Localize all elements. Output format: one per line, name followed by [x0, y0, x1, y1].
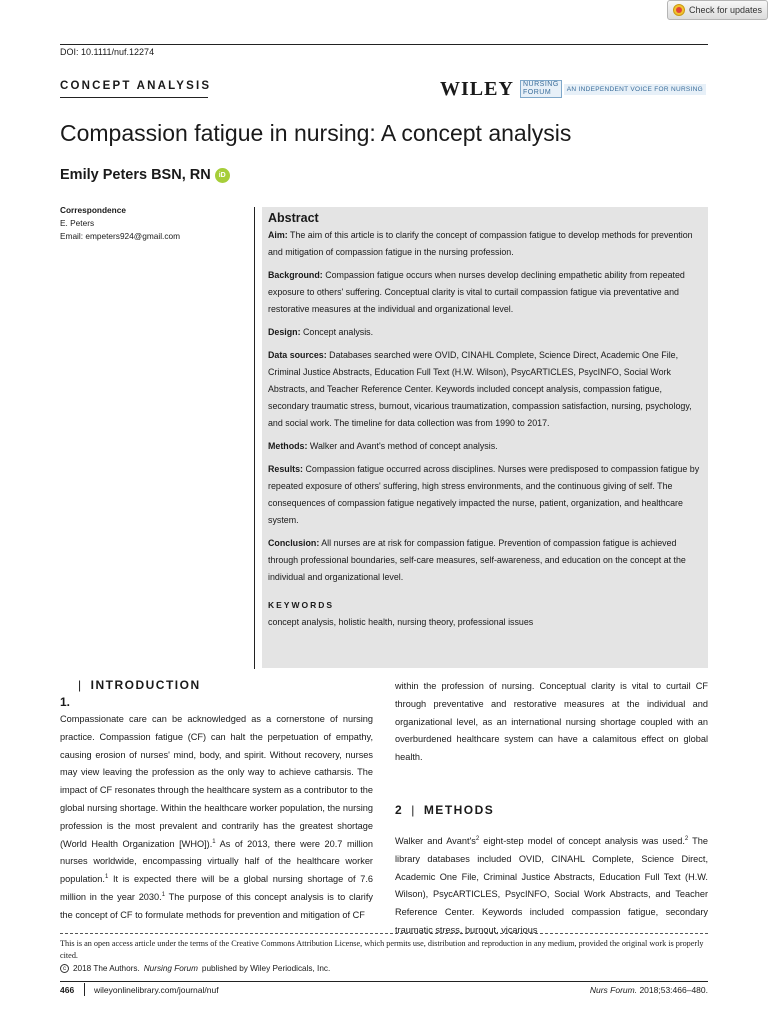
abstract-data-sources	[268, 347, 702, 432]
intro-paragraph	[60, 711, 373, 925]
intro-ref-1[interactable]: 1	[212, 838, 216, 845]
copyright-rest: published by Wiley Periodicals, Inc.	[201, 964, 331, 973]
column-left	[60, 678, 373, 925]
abstract-conclusion-text: All nurses are at risk for compassion fatigue. Prevention of compassion fatigue is achieved through professional boundaries, self-care measures, self-awareness, and education on the concept at the individual and organizational level.	[268, 538, 686, 582]
intro-paragraph-continued: within the profession of nursing. Conceptual clarity is vital to curtail CF through preventative and restorative measures at the individual and organizational level, as an international nursing shortage coupled with an overburdened healthcare system can have a calamitous effect on global health.	[395, 681, 708, 763]
copyright-text: 2018 The Authors.	[73, 964, 140, 973]
copyright-line	[60, 964, 330, 973]
abstract-results-label: Results:	[268, 464, 304, 474]
intro-ref-2[interactable]: 1	[104, 874, 109, 881]
footer-citation-rest: 2018;53:466–480.	[639, 985, 708, 995]
keywords-list: concept analysis, holistic health, nursing theory, professional issues	[268, 617, 534, 627]
abstract-design	[268, 324, 702, 341]
abstract-background-label: Background:	[268, 270, 323, 280]
abstract-left-rule	[254, 207, 255, 669]
abstract-methods-text: Walker and Avant's method of concept analysis.	[309, 441, 498, 451]
methods-paragraph	[395, 833, 708, 940]
intro-text-4: The purpose of this concept analysis is to clarify the concept of CF to formulate methods for prevention and mitigation of CF	[60, 891, 373, 920]
license-notice: This is an open access article under the terms of the Creative Commons Attribution License, which permits use, distribution and reproduction in any medium, provided the original work is properly cited.	[60, 939, 704, 960]
copyright-journal: Nursing Forum	[143, 964, 198, 973]
footer-citation-journal: Nurs Forum.	[589, 985, 638, 995]
intro-text-1: Compassionate care can be acknowledged as a cornerstone of nursing practice. Compassion fatigue (CF) can halt the perpetuation of empathy, causing erosion of nurses' mind, body, and spirit. Without recovery, nurses may view leaving the profession as the only way to achieve catharsis. The impact of CF resonates through the healthcare system as a contributor to the global nursing shortage. Within the healthcare worker population, the nursing profession is the most prevalent and contrarily has the greatest shortage (World Health Organization [WHO]).	[60, 714, 373, 849]
journal-url[interactable]: wileyonlinelibrary.com/journal/nuf	[94, 985, 219, 995]
abstract-box	[262, 207, 708, 668]
abstract-design-label: Design:	[268, 327, 301, 337]
intro-section-number: 1.	[60, 695, 71, 709]
methods-text-2: eight-step model of concept analysis was used.	[479, 835, 685, 846]
author-line	[60, 167, 230, 183]
abstract-methods	[268, 438, 702, 455]
abstract-conclusion-label: Conclusion:	[268, 538, 320, 548]
journal-logo-box	[520, 80, 562, 98]
correspondence	[60, 204, 180, 243]
intro-heading	[60, 678, 373, 692]
wiley-logo: WILEY	[440, 78, 514, 100]
keywords-heading: KEYWORDS	[268, 600, 335, 610]
methods-text-1: Walker and Avant's	[395, 835, 476, 846]
doi[interactable]: DOI: 10.1111/nuf.12274	[60, 47, 155, 57]
intro-ref-3[interactable]: 1	[161, 891, 166, 898]
footnote-divider	[60, 933, 708, 934]
article-type-underline	[60, 97, 208, 98]
footer-divider	[84, 983, 85, 996]
footer-citation	[590, 985, 708, 995]
abstract-aim-text: The aim of this article is to clarify the concept of compassion fatigue to develop methods for prevention and mitigation of compassion fatigue in the nursing profession.	[268, 230, 693, 257]
footer-rule	[60, 981, 708, 982]
journal-logo	[520, 80, 706, 98]
methods-heading	[395, 803, 708, 817]
journal-logo-line2: FORUM	[523, 89, 552, 96]
abstract-background-text: Compassion fatigue occurs when nurses develop declining empathetic ability from repeated exposure to others' suffering. Conceptual clarity is vital to curtail compassion fatigue via preventative and restorative measures at the individual and organizational level.	[268, 270, 685, 314]
correspondence-heading: Correspondence	[60, 205, 126, 215]
methods-section-number: 2	[395, 802, 404, 817]
journal-logo-line1: NURSING	[523, 81, 559, 88]
correspondence-email[interactable]: Email: empeters924@gmail.com	[60, 231, 181, 241]
intro-text-2: As of 2013, there were 20.7 million nurses worldwide, encompassing virtually half of the healthcare worker population.	[60, 838, 373, 885]
page-number: 466	[60, 985, 75, 995]
abstract-title: Abstract	[268, 211, 319, 225]
intro-heading-text: INTRODUCTION	[90, 678, 201, 692]
intro-heading-bar: |	[78, 678, 83, 692]
author-name[interactable]: Emily Peters BSN, RN	[60, 167, 211, 183]
abstract-data-sources-label: Data sources:	[268, 350, 327, 360]
abstract-aim	[268, 227, 702, 261]
methods-ref-1[interactable]: 2	[475, 835, 480, 842]
abstract-aim-label: Aim:	[268, 230, 288, 240]
abstract-methods-label: Methods:	[268, 441, 308, 451]
column-right	[395, 678, 708, 940]
methods-heading-text: METHODS	[423, 802, 495, 817]
journal-tagline: AN INDEPENDENT VOICE FOR NURSING	[564, 84, 706, 95]
intro-text-3: It is expected there will be a global nursing shortage of 7.6 million in the year 2030.	[60, 874, 373, 902]
abstract-conclusion	[268, 535, 702, 586]
methods-heading-bar: |	[411, 802, 416, 817]
abstract-results-text: Compassion fatigue occurred across disciplines. Nurses were predisposed to compassion fatigue by repeated exposure of others' suffering, high stress environments, and the continuous giving of self. The consequences of compassion fatigue negatively impacted the nurse, patient, organization, and healthcare system.	[268, 464, 700, 525]
check-for-updates-label: Check for updates	[689, 5, 763, 15]
copyright-icon: c	[60, 964, 69, 973]
top-rule	[60, 44, 708, 45]
methods-text-3: The library databases included OVID, CINAHL Complete, Science Direct, Academic One File, Criminal Justice Abstracts, Education Full Text (H.W. Wilson), PsycARTICLES, PsycINFO, Social Work Abstracts, and Teacher Reference Center. Keywords included compassion fatigue, secondary traumatic stress, burnout, vicarious	[395, 835, 708, 935]
crossmark-icon	[673, 4, 685, 16]
abstract-data-sources-text: Databases searched were OVID, CINAHL Complete, Science Direct, Academic One File, Criminal Justice Abstracts, Education Full Text (H.W. Wilson), PsycARTICLES, PsycINFO, Social Work Abstracts, and Teacher Reference Center. Keywords included concept analysis, compassion fatigue, secondary traumatic stress, burnout, vicarious traumatization, compassion satisfaction, nursing, psychology, and social work. The timeline for data collection was from 1990 to 2017.	[268, 350, 692, 428]
abstract-background	[268, 267, 702, 318]
methods-ref-2[interactable]: 2	[684, 835, 689, 842]
article-title: Compassion fatigue in nursing: A concept analysis	[60, 120, 572, 146]
abstract-results	[268, 461, 702, 529]
article-type-label: CONCEPT ANALYSIS	[60, 80, 212, 92]
check-for-updates-button[interactable]	[667, 0, 768, 20]
correspondence-name: E. Peters	[60, 218, 95, 228]
abstract-design-text: Concept analysis.	[303, 327, 374, 337]
orcid-icon[interactable]: iD	[215, 168, 230, 183]
